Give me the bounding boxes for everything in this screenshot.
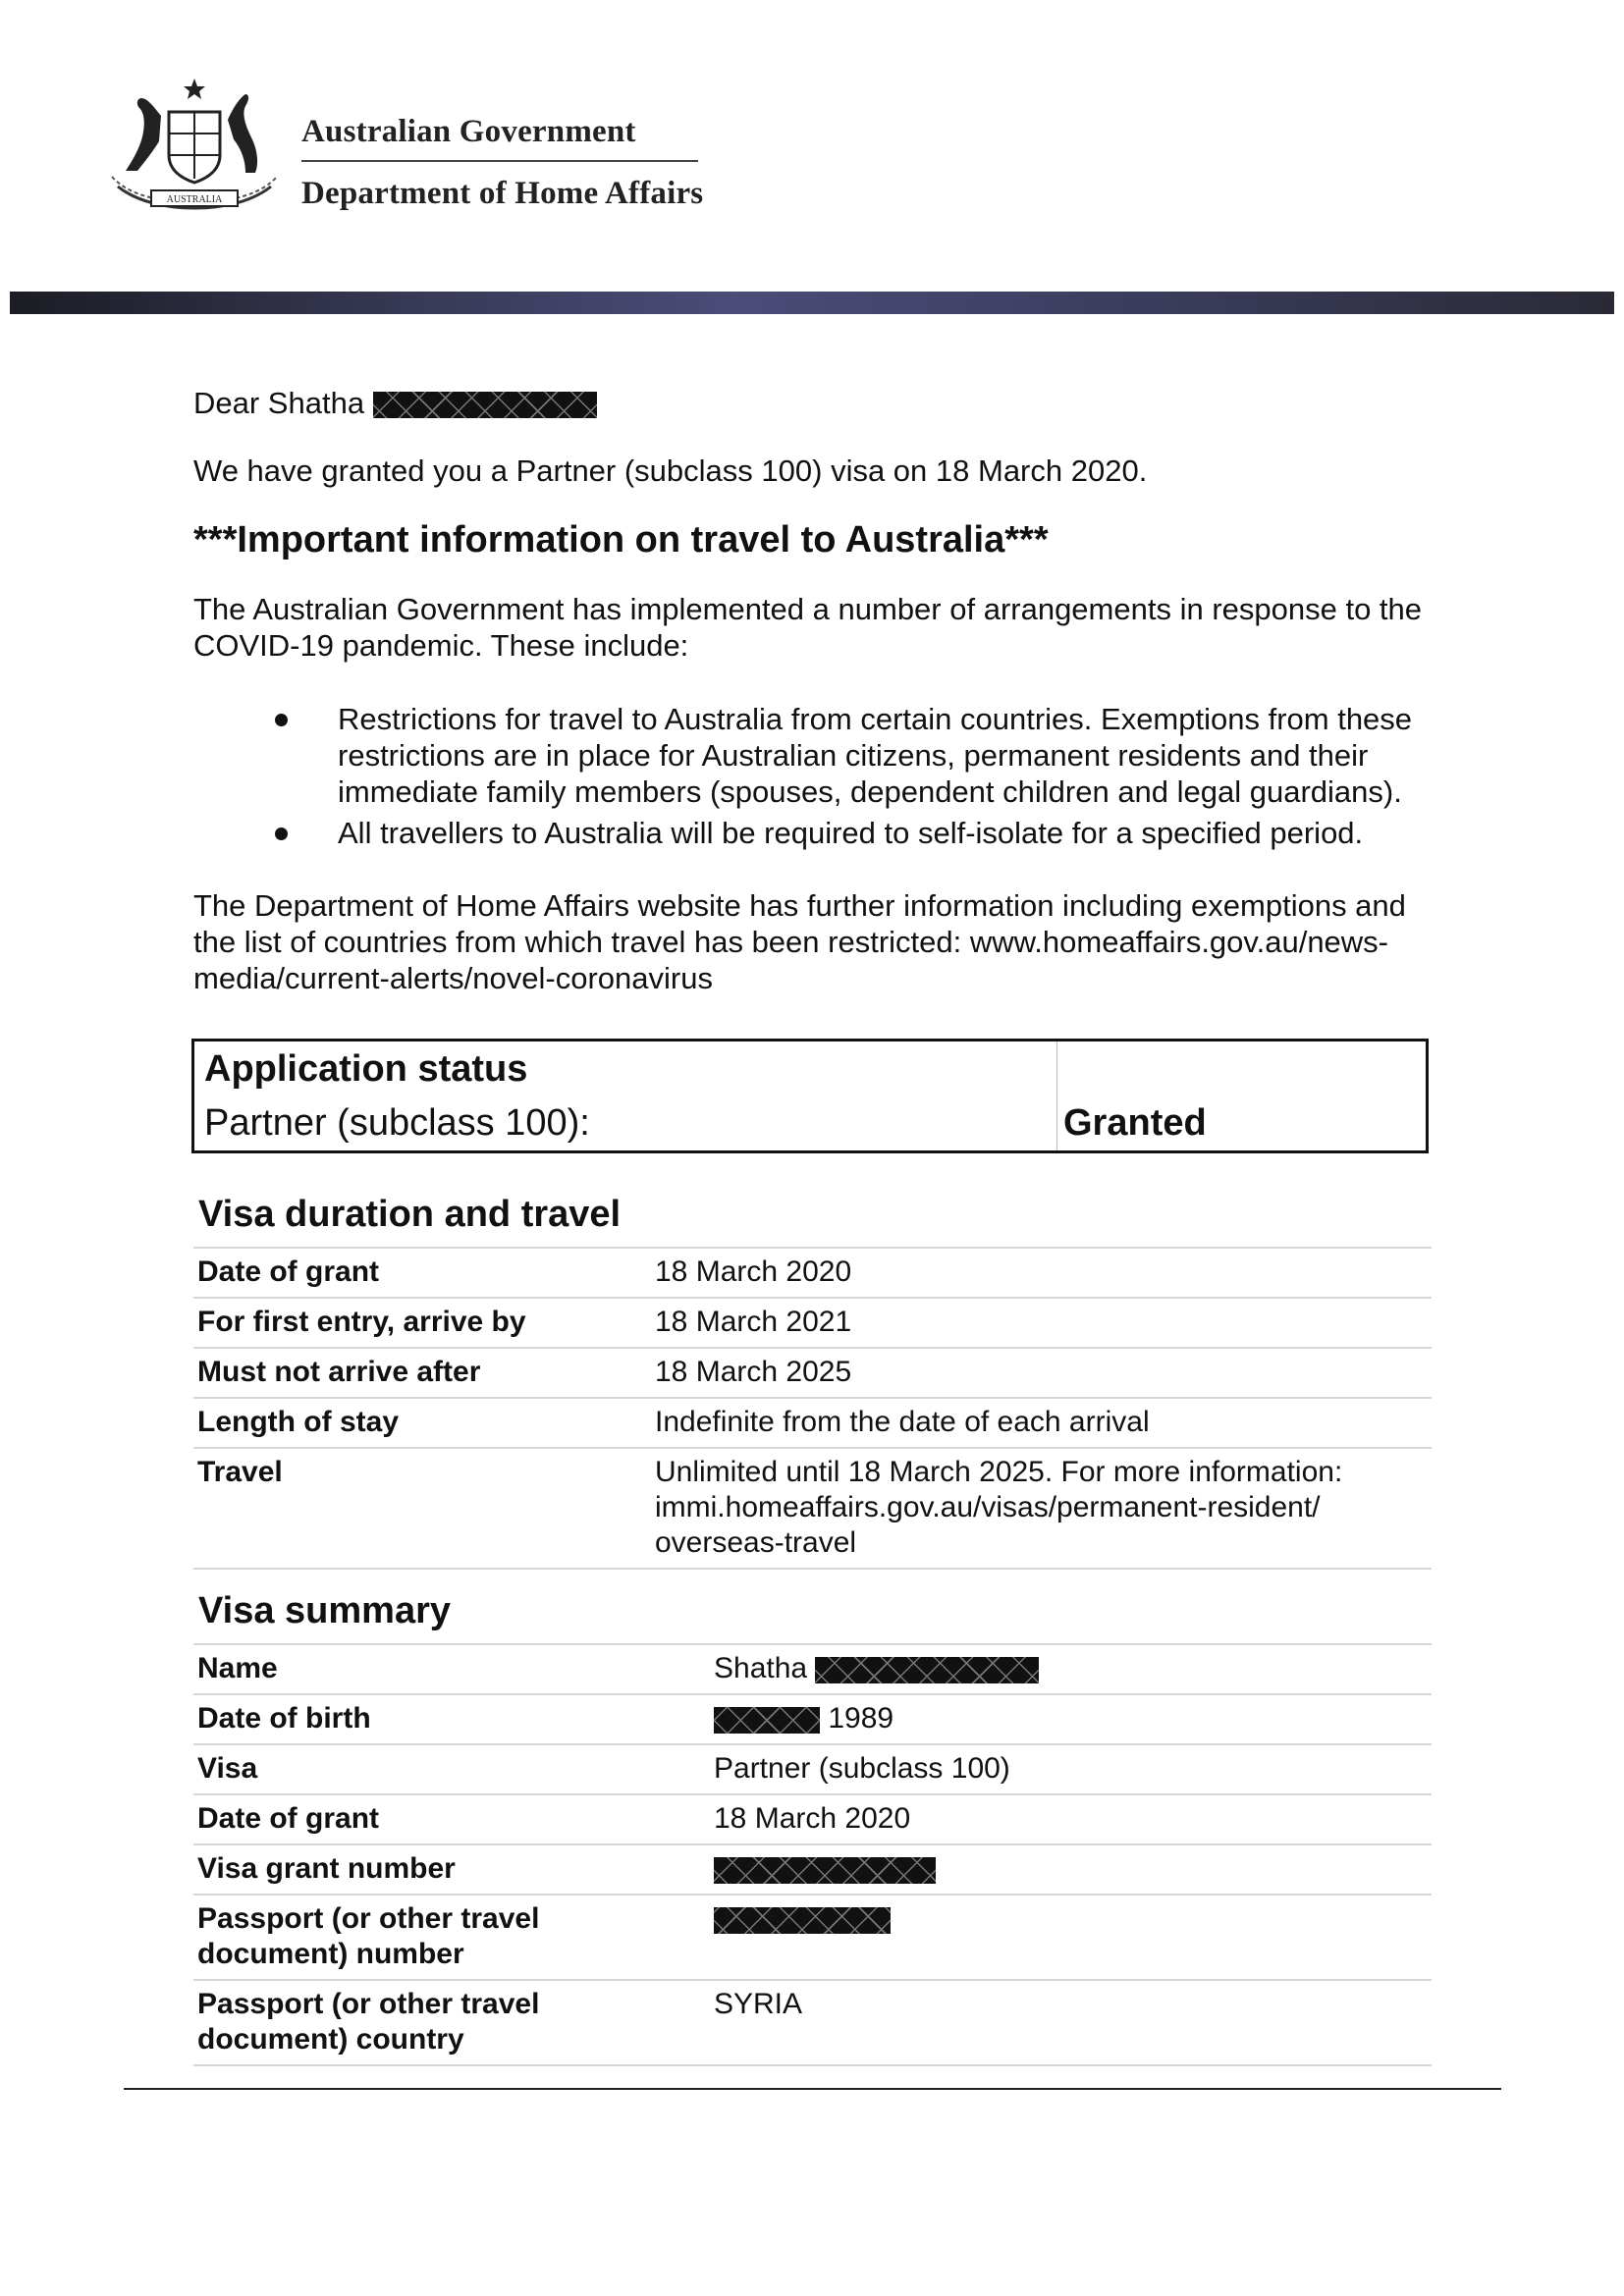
table-row	[193, 1794, 1432, 1844]
table-row	[193, 1398, 1432, 1448]
row-value: SYRIA	[714, 1988, 803, 2020]
header-banner	[10, 292, 1614, 314]
crest-ribbon-text: AUSTRALIA	[166, 194, 223, 205]
visa-duration-table	[193, 1247, 1432, 1570]
visa-duration-title: Visa duration and travel	[198, 1194, 622, 1235]
row-label: Passport (or other travel document) country	[197, 1988, 540, 2056]
agency-name	[301, 114, 703, 212]
letter-body	[193, 385, 1433, 996]
row-value: 18 March 2020	[714, 1802, 911, 1835]
application-status-value: Granted	[1063, 1102, 1207, 1144]
list-item-text: All travellers to Australia will be required to self-isolate for a specified period.	[338, 816, 1364, 850]
row-label: Name	[197, 1652, 278, 1684]
coat-of-arms-icon	[98, 77, 291, 220]
table-row	[193, 1844, 1432, 1895]
row-label: Visa grant number	[197, 1852, 456, 1885]
list-item-text: Restrictions for travel to Australia from certain countries. Exemptions from these restrictions are in place for Australian citizens, permanent residents and their immediate family members (spouses, dependent children and legal guardians).	[338, 702, 1413, 809]
bullet-icon	[275, 828, 288, 840]
table-row	[193, 1980, 1432, 2065]
visa-summary-table	[193, 1643, 1432, 2066]
row-label: Date of birth	[197, 1702, 371, 1735]
row-value	[714, 1895, 1432, 1980]
greeting	[193, 385, 1433, 421]
bullet-icon	[275, 714, 288, 726]
row-value	[714, 1644, 1432, 1694]
row-label: Date of grant	[197, 1255, 380, 1288]
row-value	[714, 1694, 1432, 1744]
row-value: Indefinite from the date of each arrival	[655, 1406, 1150, 1438]
row-label: Length of stay	[197, 1406, 400, 1438]
grant-line: We have granted you a Partner (subclass 100) visa on 18 March 2020.	[193, 454, 1148, 488]
list-item	[193, 701, 1433, 810]
greeting-text: Dear Shatha	[193, 386, 365, 420]
table-row	[193, 1348, 1432, 1398]
visa-summary-title: Visa summary	[198, 1590, 452, 1631]
table-row	[193, 1644, 1432, 1694]
footer-divider	[124, 2088, 1501, 2090]
website-note: The Department of Home Affairs website has further information including exemptions and the list of countries from which travel has been restricted: www.homeaffairs.gov.au/news-media/current-alerts/novel-coronavirus	[193, 888, 1406, 995]
table-row	[193, 1744, 1432, 1794]
government-name: Australian Government	[301, 114, 636, 149]
table-row	[193, 1298, 1432, 1348]
row-value: 18 March 2021	[655, 1306, 852, 1338]
table-row	[193, 1694, 1432, 1744]
birth-year-value: 1989	[828, 1702, 894, 1735]
application-status-label: Partner (subclass 100):	[204, 1102, 590, 1144]
status-divider	[1056, 1041, 1057, 1150]
redaction-surname	[373, 392, 597, 418]
row-label: Passport (or other travel document) number	[197, 1902, 540, 1970]
row-value: 18 March 2025	[655, 1356, 852, 1388]
important-heading: ***Important information on travel to Australia***	[193, 519, 1049, 561]
row-label: Visa	[197, 1752, 258, 1785]
application-status-box	[191, 1039, 1429, 1153]
redaction-passport-number	[714, 1907, 891, 1934]
row-value	[714, 1844, 1432, 1895]
row-label: Date of grant	[197, 1802, 380, 1835]
row-label: Travel	[197, 1456, 283, 1488]
list-item	[193, 815, 1433, 851]
letterhead	[0, 0, 1624, 294]
row-value: Unlimited until 18 March 2025. For more information: immi.homeaffairs.gov.au/visas/permanent-resident/ overseas-travel	[655, 1456, 1343, 1559]
table-row	[193, 1895, 1432, 1980]
row-value: 18 March 2020	[655, 1255, 852, 1288]
agency-divider	[301, 160, 698, 162]
table-row	[193, 1248, 1432, 1298]
redaction-surname	[815, 1657, 1039, 1683]
department-name: Department of Home Affairs	[301, 176, 704, 211]
application-status-title: Application status	[204, 1048, 528, 1090]
table-row	[193, 1448, 1432, 1569]
row-label: For first entry, arrive by	[197, 1306, 526, 1338]
name-value: Shatha	[714, 1652, 808, 1684]
row-value: Partner (subclass 100)	[714, 1752, 1010, 1785]
row-label: Must not arrive after	[197, 1356, 481, 1388]
covid-intro: The Australian Government has implemented a number of arrangements in response to the COVID-19 pandemic. These include:	[193, 592, 1423, 663]
redaction-grant-number	[714, 1857, 936, 1884]
restrictions-list	[193, 701, 1433, 851]
redaction-birth-date	[714, 1707, 820, 1734]
